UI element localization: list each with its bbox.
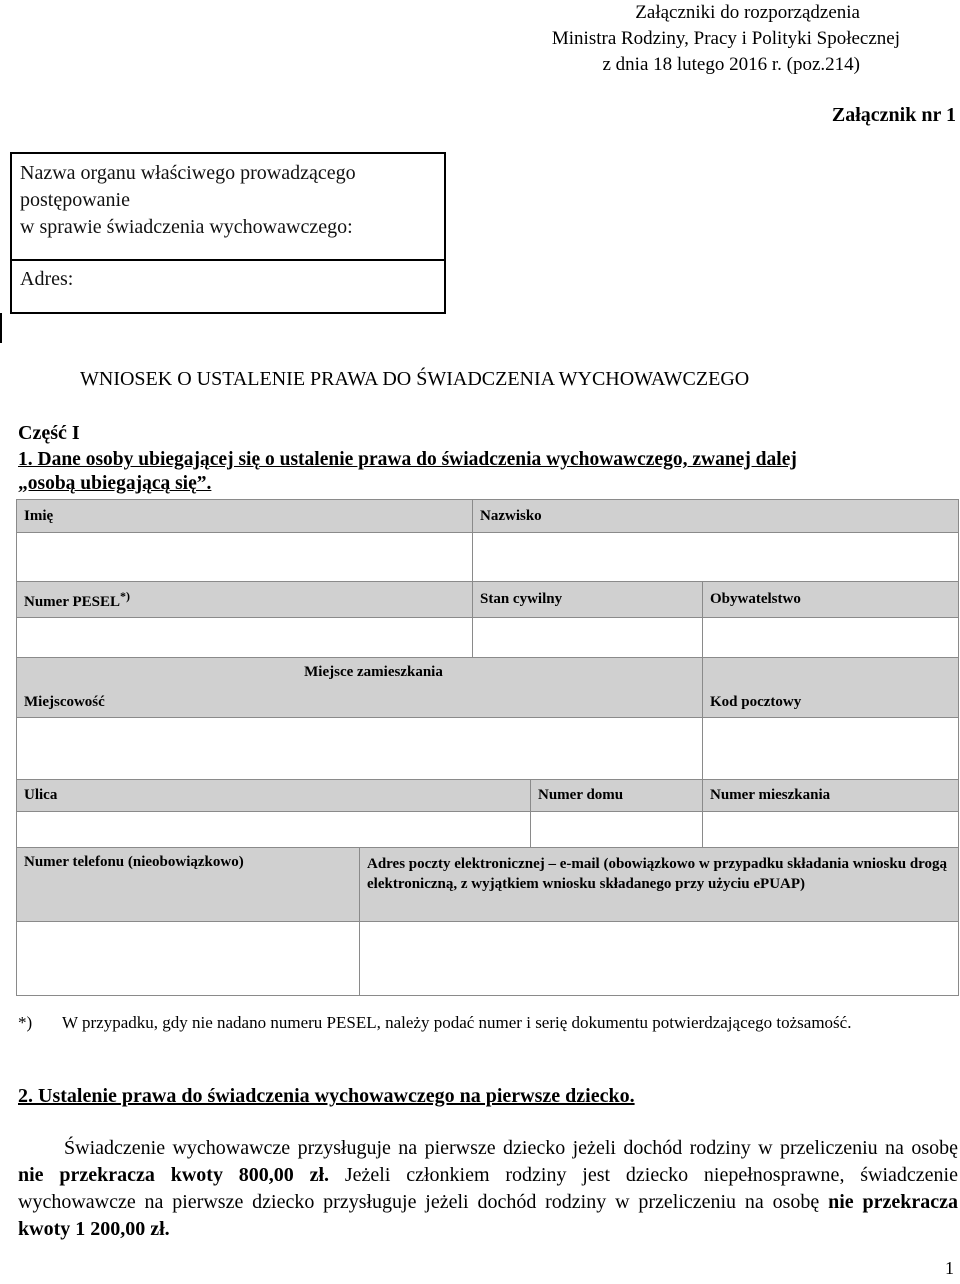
authority-box (10, 152, 446, 314)
pesel-label: Numer PESEL*) (17, 582, 473, 618)
form-title: WNIOSEK O USTALENIE PRAWA DO ŚWIADCZENIA WYCHOWAWCZEGO (80, 368, 750, 390)
section2-text-1: Świadczenie wychowawcze przysługuje na pierwsze dziecko jeżeli dochód rodziny w przeliczeniu na osobę (64, 1137, 958, 1159)
section2-text-2: Jeżeli członkiem rodziny jest dziecko niepełnosprawne, świadczenie wychowawcze na pierwsze dziecko przysługuje jeżeli dochód rodziny w przeliczeniu na osobę (18, 1164, 958, 1213)
section2-limit-2: nie przekracza kwoty 1 200,00 zł. (18, 1191, 958, 1240)
regulation-header-line3: z dnia 18 lutego 2016 r. (poz.214) (602, 54, 860, 75)
citizenship-input[interactable] (703, 618, 959, 658)
section1-heading (18, 448, 958, 496)
surname-label: Nazwisko (473, 500, 959, 533)
footnote-mark: *) (18, 1013, 33, 1032)
authority-address-field[interactable] (12, 261, 444, 298)
page-number: 1 (945, 1258, 954, 1278)
postal-code-input[interactable] (703, 718, 959, 780)
apartment-number-input[interactable] (703, 812, 959, 848)
marital-status-input[interactable] (473, 618, 703, 658)
street-label: Ulica (17, 780, 531, 812)
pesel-footnote-mark: *) (119, 588, 130, 603)
phone-label: Numer telefonu (nieobowiązkowo) (17, 848, 360, 922)
house-number-input[interactable] (531, 812, 703, 848)
house-number-label: Numer domu (531, 780, 703, 812)
authority-name-field[interactable] (12, 154, 444, 261)
phone-input[interactable] (17, 922, 360, 996)
regulation-header-line2: Ministra Rodziny, Pracy i Polityki Społecznej (551, 28, 900, 49)
town-label: Miejscowość (17, 688, 703, 718)
residence-header-right (703, 658, 959, 688)
authority-name-label-1: Nazwa organu właściwego prowadzącego (20, 162, 356, 184)
section2-limit-1: nie przekracza kwoty 800,00 zł. (18, 1164, 330, 1186)
residence-header: Miejsce zamieszkania (17, 658, 703, 688)
regulation-header-line1: Załączniki do rozporządzenia (635, 2, 860, 23)
email-input[interactable] (360, 922, 959, 996)
section2-paragraph (18, 1135, 958, 1243)
annex-number: Załącznik nr 1 (831, 104, 956, 126)
pesel-input[interactable] (17, 618, 473, 658)
section2-heading: 2. Ustalenie prawa do świadczenia wychowawczego na pierwsze dziecko. (18, 1085, 635, 1107)
footnote-text: W przypadku, gdy nie nadano numeru PESEL, należy podać numer i serię dokumentu potwierdzającego tożsamość. (62, 1013, 852, 1032)
marital-status-label: Stan cywilny (473, 582, 703, 618)
surname-input[interactable] (473, 533, 959, 582)
postal-code-label: Kod pocztowy (703, 688, 959, 718)
authority-name-label-2: postępowanie (20, 189, 130, 211)
section1-heading-line1: 1. Dane osoby ubiegającej się o ustalenie prawa do świadczenia wychowawczego, zwanej dalej (18, 449, 797, 470)
citizenship-label: Obywatelstwo (703, 582, 959, 618)
street-input[interactable] (17, 812, 531, 848)
town-input[interactable] (17, 718, 703, 780)
margin-mark (0, 313, 2, 343)
applicant-data-table (16, 499, 958, 996)
authority-name-label-3: w sprawie świadczenia wychowawczego: (20, 216, 353, 238)
first-name-input[interactable] (17, 533, 473, 582)
authority-address-label: Adres: (20, 268, 74, 290)
apartment-number-label: Numer mieszkania (703, 780, 959, 812)
part-heading: Część I (18, 422, 80, 444)
email-label: Adres poczty elektronicznej – e-mail (obowiązkowo w przypadku składania wniosku drogą elektroniczną, z wyjątkiem wniosku składanego przy użyciu ePUAP) (360, 848, 959, 922)
first-name-label: Imię (17, 500, 473, 533)
section1-heading-line2: „osobą ubiegającą się”. (18, 473, 212, 494)
